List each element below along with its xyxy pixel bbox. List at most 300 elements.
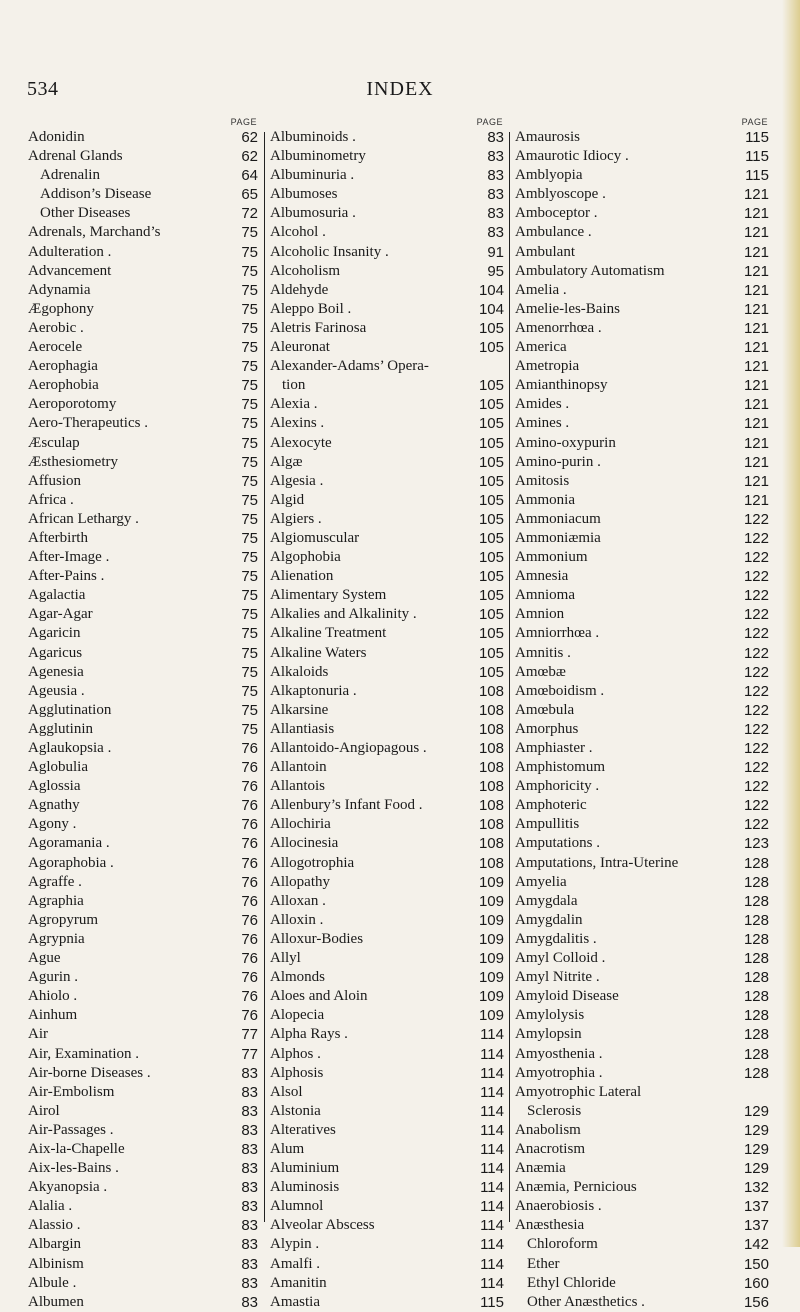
index-term: Amygdalitis . [515, 930, 597, 947]
index-term: Agenesia [28, 663, 84, 680]
index-term: Albuminuria . [270, 167, 355, 184]
index-term: Alcohol . [270, 224, 326, 241]
index-page-ref: 122 [743, 606, 769, 624]
index-entry [515, 1140, 771, 1159]
index-entry [515, 510, 771, 529]
index-page-ref: 121 [743, 453, 769, 471]
index-entry [515, 605, 771, 624]
index-term: Amylolysis [515, 1007, 585, 1024]
index-page-ref: 76 [241, 854, 258, 872]
index-term: Alkarsine [270, 701, 329, 718]
index-page-ref: 108 [478, 720, 504, 738]
index-term: Amputations, Intra-Uterine [515, 854, 679, 871]
index-page-ref: 105 [478, 377, 504, 395]
index-term: Agrypnia [28, 930, 85, 947]
index-entry [515, 1274, 771, 1293]
index-page-ref: 109 [478, 969, 504, 987]
index-page-ref: 105 [478, 453, 504, 471]
index-page-ref: 128 [743, 988, 769, 1006]
index-term: Aluminosis [270, 1179, 340, 1196]
index-term: Aluminium [270, 1160, 340, 1177]
index-entry [28, 1255, 260, 1274]
index-page-ref: 114 [480, 1160, 504, 1178]
index-page-ref: 83 [241, 1198, 258, 1216]
index-term: Air-Passages . [28, 1121, 114, 1138]
index-page-ref: 83 [241, 1083, 258, 1101]
index-entry [28, 338, 260, 357]
index-page-ref: 121 [743, 434, 769, 452]
index-page-ref: 121 [743, 358, 769, 376]
index-page-ref: 104 [478, 281, 504, 299]
index-entry [28, 491, 260, 510]
index-term: Aerobic . [28, 319, 84, 336]
index-term: Aleppo Boil . [270, 300, 352, 317]
index-term: Amitosis [515, 472, 570, 489]
index-entry [515, 262, 771, 281]
index-term: Albumosuria . [270, 205, 356, 222]
index-page-ref: 128 [743, 1045, 769, 1063]
index-entry [28, 510, 260, 529]
index-entry [270, 1274, 506, 1293]
index-entry [270, 223, 506, 242]
index-entry [28, 376, 260, 395]
index-term: Amygdalin [515, 911, 583, 928]
index-page-ref: 128 [743, 892, 769, 910]
index-page-ref: 77 [241, 1026, 258, 1044]
index-term: Agony . [28, 816, 77, 833]
index-page-ref: 83 [487, 186, 504, 204]
index-entry [28, 529, 260, 548]
index-term: Albumen [28, 1293, 84, 1310]
index-term: Aldehyde [270, 281, 329, 298]
index-term: Amino-purin . [515, 453, 601, 470]
index-page-ref: 108 [478, 778, 504, 796]
index-page-ref: 75 [241, 415, 258, 433]
index-entry [515, 223, 771, 242]
index-entry [270, 815, 506, 834]
index-page-ref: 109 [478, 873, 504, 891]
page-column-header: PAGE [741, 117, 768, 127]
index-page-ref: 128 [743, 1064, 769, 1082]
index-term: Amaurotic Idiocy . [515, 148, 629, 165]
index-page-ref: 121 [743, 491, 769, 509]
index-entry [28, 854, 260, 873]
index-entry [28, 357, 260, 376]
index-entry [28, 777, 260, 796]
index-term: Amputations . [515, 835, 600, 852]
index-term: Amniorrhœa . [515, 625, 600, 642]
index-term: Allantoido-Angiopagous . [270, 740, 427, 756]
index-term: Other Diseases [40, 205, 131, 222]
index-term: Amides . [515, 396, 570, 413]
index-page-ref: 76 [241, 759, 258, 777]
index-entry [515, 854, 771, 873]
index-term: Amalfi . [270, 1255, 320, 1272]
index-entry [28, 1274, 260, 1293]
index-page-ref: 75 [241, 262, 258, 280]
index-entry [515, 739, 771, 758]
index-term: Agropyrum [28, 911, 98, 928]
index-page-ref: 105 [478, 568, 504, 586]
index-entry [515, 949, 771, 968]
index-term: Alkaptonuria . [270, 682, 357, 699]
index-page-ref: 121 [743, 339, 769, 357]
index-page-ref: 75 [241, 453, 258, 471]
index-entry [28, 1025, 260, 1044]
index-entry [28, 892, 260, 911]
index-page-ref: 76 [241, 835, 258, 853]
page-column-header: PAGE [476, 117, 503, 127]
index-term: Agurin . [28, 969, 78, 986]
index-page-ref: 83 [487, 167, 504, 185]
index-page-ref: 105 [478, 644, 504, 662]
index-term: Amygdala [515, 892, 578, 909]
index-entry [270, 414, 506, 433]
index-term: Aerophobia [28, 377, 99, 394]
index-term: Alphosis [270, 1064, 324, 1081]
index-page-ref: 122 [743, 663, 769, 681]
index-page-ref: 122 [743, 529, 769, 547]
index-column-1 [28, 116, 260, 1312]
index-entry [515, 414, 771, 433]
index-page-ref: 137 [743, 1217, 769, 1235]
index-term: Albargin [28, 1236, 82, 1253]
index-term: Alstonia [270, 1102, 321, 1119]
index-entry [270, 510, 506, 529]
index-entry [515, 644, 771, 663]
index-page-ref: 75 [241, 377, 258, 395]
index-page-ref: 62 [241, 129, 258, 146]
index-term: Sclerosis [527, 1102, 582, 1119]
index-entry [270, 586, 506, 605]
index-page-ref: 150 [743, 1255, 769, 1273]
index-entry [28, 815, 260, 834]
index-page-ref: 108 [478, 835, 504, 853]
index-term: Alcoholism [270, 262, 340, 279]
index-page-ref: 122 [743, 778, 769, 796]
index-page-ref: 122 [743, 644, 769, 662]
index-entry [515, 815, 771, 834]
index-entry [270, 1102, 506, 1121]
index-term: Æsculap [28, 434, 80, 451]
index-page-ref: 75 [241, 434, 258, 452]
index-entry [28, 987, 260, 1006]
index-entry [28, 434, 260, 453]
index-page-ref: 121 [743, 472, 769, 490]
index-entry [270, 262, 506, 281]
index-term: Adrenal Glands [28, 148, 123, 165]
index-term: Alpha Rays . [270, 1026, 348, 1043]
index-term: Alloxan . [270, 892, 326, 909]
index-entry [28, 128, 260, 147]
index-page-ref: 105 [478, 339, 504, 357]
index-term: Ahiolo . [28, 988, 78, 1005]
index-entry [28, 605, 260, 624]
index-term: Alloxin . [270, 911, 324, 928]
index-entry [515, 911, 771, 930]
index-term: Allantoin [270, 759, 327, 776]
index-term: Amianthinopsy [515, 377, 608, 394]
index-term: Ammoniæmia [515, 529, 601, 546]
index-term: Amylopsin [515, 1026, 582, 1043]
index-entry [515, 357, 771, 376]
index-term: Alypin . [270, 1236, 320, 1253]
index-page-ref: 75 [241, 568, 258, 586]
index-entry [28, 300, 260, 319]
column-divider [264, 132, 265, 1222]
index-entry [270, 663, 506, 682]
index-entry [270, 185, 506, 204]
index-entry [28, 567, 260, 586]
index-entry [515, 1178, 771, 1197]
index-page-ref: 75 [241, 587, 258, 605]
index-page-ref: 108 [478, 740, 504, 757]
index-entry [515, 128, 771, 147]
index-page-ref: 83 [487, 129, 504, 146]
index-page-ref: 75 [241, 682, 258, 700]
index-page-ref: 121 [743, 319, 769, 337]
index-entry [270, 682, 506, 701]
index-entries [270, 128, 506, 1312]
index-page-ref: 75 [241, 224, 258, 242]
index-entry [515, 376, 771, 395]
index-term: Anæmia [515, 1160, 566, 1177]
index-term: Amyl Nitrite . [515, 969, 600, 986]
index-term: Alienation [270, 568, 334, 585]
index-entry [28, 949, 260, 968]
index-page-ref: 75 [241, 300, 258, 318]
index-term: African Lethargy . [28, 510, 139, 527]
index-entry [270, 1006, 506, 1025]
index-page-ref: 75 [241, 510, 258, 528]
index-term: Advancement [28, 262, 112, 279]
index-term: Anæmia, Pernicious [515, 1179, 637, 1196]
index-entry [28, 453, 260, 472]
index-entry [270, 319, 506, 338]
index-term: Adrenalin [40, 167, 100, 184]
index-term: Adrenals, Marchand’s [28, 224, 161, 241]
index-term: Other Anæsthetics . [527, 1293, 645, 1310]
index-term: Air-borne Diseases . [28, 1064, 151, 1081]
index-term: Amyl Colloid . [515, 950, 606, 967]
index-entry [28, 185, 260, 204]
index-entries [515, 128, 771, 1312]
index-entry [515, 1064, 771, 1083]
index-term: Ainhum [28, 1007, 78, 1024]
index-term: Agraffe . [28, 873, 82, 890]
index-entry [28, 319, 260, 338]
index-entry [270, 1178, 506, 1197]
index-entry [28, 262, 260, 281]
index-page-ref: 105 [478, 396, 504, 414]
index-term: Ethyl Chloride [527, 1274, 616, 1291]
index-page-ref: 128 [743, 950, 769, 968]
index-entry [270, 395, 506, 414]
index-entry [515, 720, 771, 739]
index-page-ref: 75 [241, 529, 258, 547]
index-entry [28, 1235, 260, 1254]
index-entry [270, 892, 506, 911]
index-entry [270, 529, 506, 548]
index-page-ref: 83 [241, 1064, 258, 1082]
index-entry [515, 873, 771, 892]
index-term: Amyelia [515, 873, 567, 890]
index-term: Agnathy [28, 797, 80, 814]
index-page-ref: 83 [241, 1274, 258, 1292]
index-page-ref: 105 [478, 625, 504, 643]
index-entry [515, 1102, 771, 1121]
index-entry [515, 682, 771, 701]
index-page-ref: 72 [241, 205, 258, 223]
index-term: Agoraphobia . [28, 854, 114, 871]
index-term: Algophobia [270, 549, 341, 566]
index-page-ref: 122 [743, 549, 769, 567]
index-page-ref: 122 [743, 587, 769, 605]
index-page-ref: 114 [480, 1217, 504, 1235]
index-page-ref: 122 [743, 701, 769, 719]
index-term: Amœbula [515, 701, 575, 718]
index-entry [28, 472, 260, 491]
index-page-ref: 129 [743, 1160, 769, 1178]
index-page-ref: 114 [480, 1198, 504, 1216]
index-entry [515, 1045, 771, 1064]
index-page-ref: 75 [241, 720, 258, 738]
index-entry [28, 281, 260, 300]
index-page-ref: 104 [478, 300, 504, 318]
index-term: Amyloid Disease [515, 988, 619, 1005]
index-entry [28, 1121, 260, 1140]
index-term: Ambulatory Automatism [515, 262, 665, 279]
index-page-ref: 105 [478, 472, 504, 490]
index-term: Amenorrhœa . [515, 319, 602, 336]
index-term: Amnion [515, 606, 565, 623]
index-term: Addison’s Disease [40, 186, 152, 203]
index-term: Ammoniacum [515, 510, 601, 527]
index-term: Amblyopia [515, 167, 583, 184]
index-page-ref: 121 [743, 396, 769, 414]
index-entry [270, 567, 506, 586]
index-entry [28, 663, 260, 682]
index-entry [270, 930, 506, 949]
index-term: Africa . [28, 491, 74, 508]
index-page-ref: 114 [480, 1121, 504, 1139]
index-term: Aero-Therapeutics . [28, 415, 148, 432]
index-term: Albuminometry [270, 148, 366, 165]
index-term: Allopathy [270, 873, 330, 890]
index-page-ref: 129 [743, 1140, 769, 1158]
index-column-2 [270, 116, 506, 1312]
index-page-ref: 75 [241, 319, 258, 337]
index-page-ref: 83 [241, 1140, 258, 1158]
index-term: Alkalies and Alkalinity . [270, 606, 417, 623]
index-page-ref: 75 [241, 243, 258, 261]
index-term: Ether [527, 1255, 560, 1272]
index-entry [515, 491, 771, 510]
index-page-ref: 76 [241, 988, 258, 1006]
index-term: Amœbæ [515, 663, 566, 680]
index-term: Air-Embolism [28, 1083, 115, 1100]
index-term: Alloxur-Bodies [270, 930, 364, 947]
index-page-ref: 83 [241, 1236, 258, 1254]
index-term: Albinism [28, 1255, 84, 1272]
index-term: Algæ [270, 453, 303, 470]
index-term: Agaricus [28, 644, 83, 661]
index-entry [28, 204, 260, 223]
index-page-ref: 109 [478, 930, 504, 948]
index-entry [270, 1140, 506, 1159]
index-page-ref: 121 [743, 205, 769, 223]
index-page-ref: 109 [478, 911, 504, 929]
index-term: Agglutinin [28, 720, 94, 737]
index-term: Agar-Agar [28, 606, 93, 623]
index-page-ref: 156 [743, 1293, 769, 1311]
index-entry [270, 701, 506, 720]
index-term: Amyotrophic Lateral [515, 1083, 642, 1100]
index-page-ref: 121 [743, 300, 769, 318]
index-entry [28, 930, 260, 949]
index-entry [28, 911, 260, 930]
index-term: Amyosthenia . [515, 1045, 603, 1062]
index-page-ref: 122 [743, 625, 769, 643]
index-entry [270, 300, 506, 319]
index-term: Air, Examination . [28, 1045, 140, 1062]
index-entry [515, 701, 771, 720]
index-entry [28, 1216, 260, 1235]
index-term: Aix-la-Chapelle [28, 1140, 125, 1157]
index-page-ref: 122 [743, 682, 769, 700]
index-entry [515, 987, 771, 1006]
index-term: Amanitin [270, 1274, 327, 1291]
index-entry [28, 414, 260, 433]
index-term: Aglaukopsia . [28, 740, 112, 756]
index-term: Ampullitis [515, 816, 580, 833]
index-entry [270, 968, 506, 987]
index-page-ref: 76 [241, 930, 258, 948]
index-page-ref: 76 [241, 797, 258, 815]
index-entry [515, 834, 771, 853]
index-entry [270, 1255, 506, 1274]
index-entry [270, 548, 506, 567]
index-entry [270, 1025, 506, 1044]
index-page-ref: 121 [743, 186, 769, 204]
index-entry [515, 185, 771, 204]
index-term: Agoramania . [28, 835, 110, 852]
column-divider [509, 132, 510, 1222]
index-term: Alexander-Adams’ Opera- [270, 358, 429, 375]
index-entry [28, 873, 260, 892]
index-entry [515, 586, 771, 605]
index-term: Alopecia [270, 1007, 325, 1024]
index-page-ref: 75 [241, 625, 258, 643]
index-page-ref: 76 [241, 740, 258, 757]
index-entry [28, 1045, 260, 1064]
index-page-ref: 122 [743, 510, 769, 528]
index-page-ref: 114 [480, 1274, 504, 1292]
index-page-ref: 115 [745, 129, 769, 146]
index-entry [28, 166, 260, 185]
index-term: Adynamia [28, 281, 91, 298]
index-page-ref: 108 [478, 701, 504, 719]
index-entry [28, 1159, 260, 1178]
index-page-ref: 132 [743, 1179, 769, 1197]
index-entry [515, 1235, 771, 1254]
index-entry [515, 281, 771, 300]
index-page-ref: 75 [241, 701, 258, 719]
index-page-ref: 64 [241, 167, 258, 185]
index-entry [515, 892, 771, 911]
index-page-ref: 76 [241, 1007, 258, 1025]
index-entry [28, 1006, 260, 1025]
